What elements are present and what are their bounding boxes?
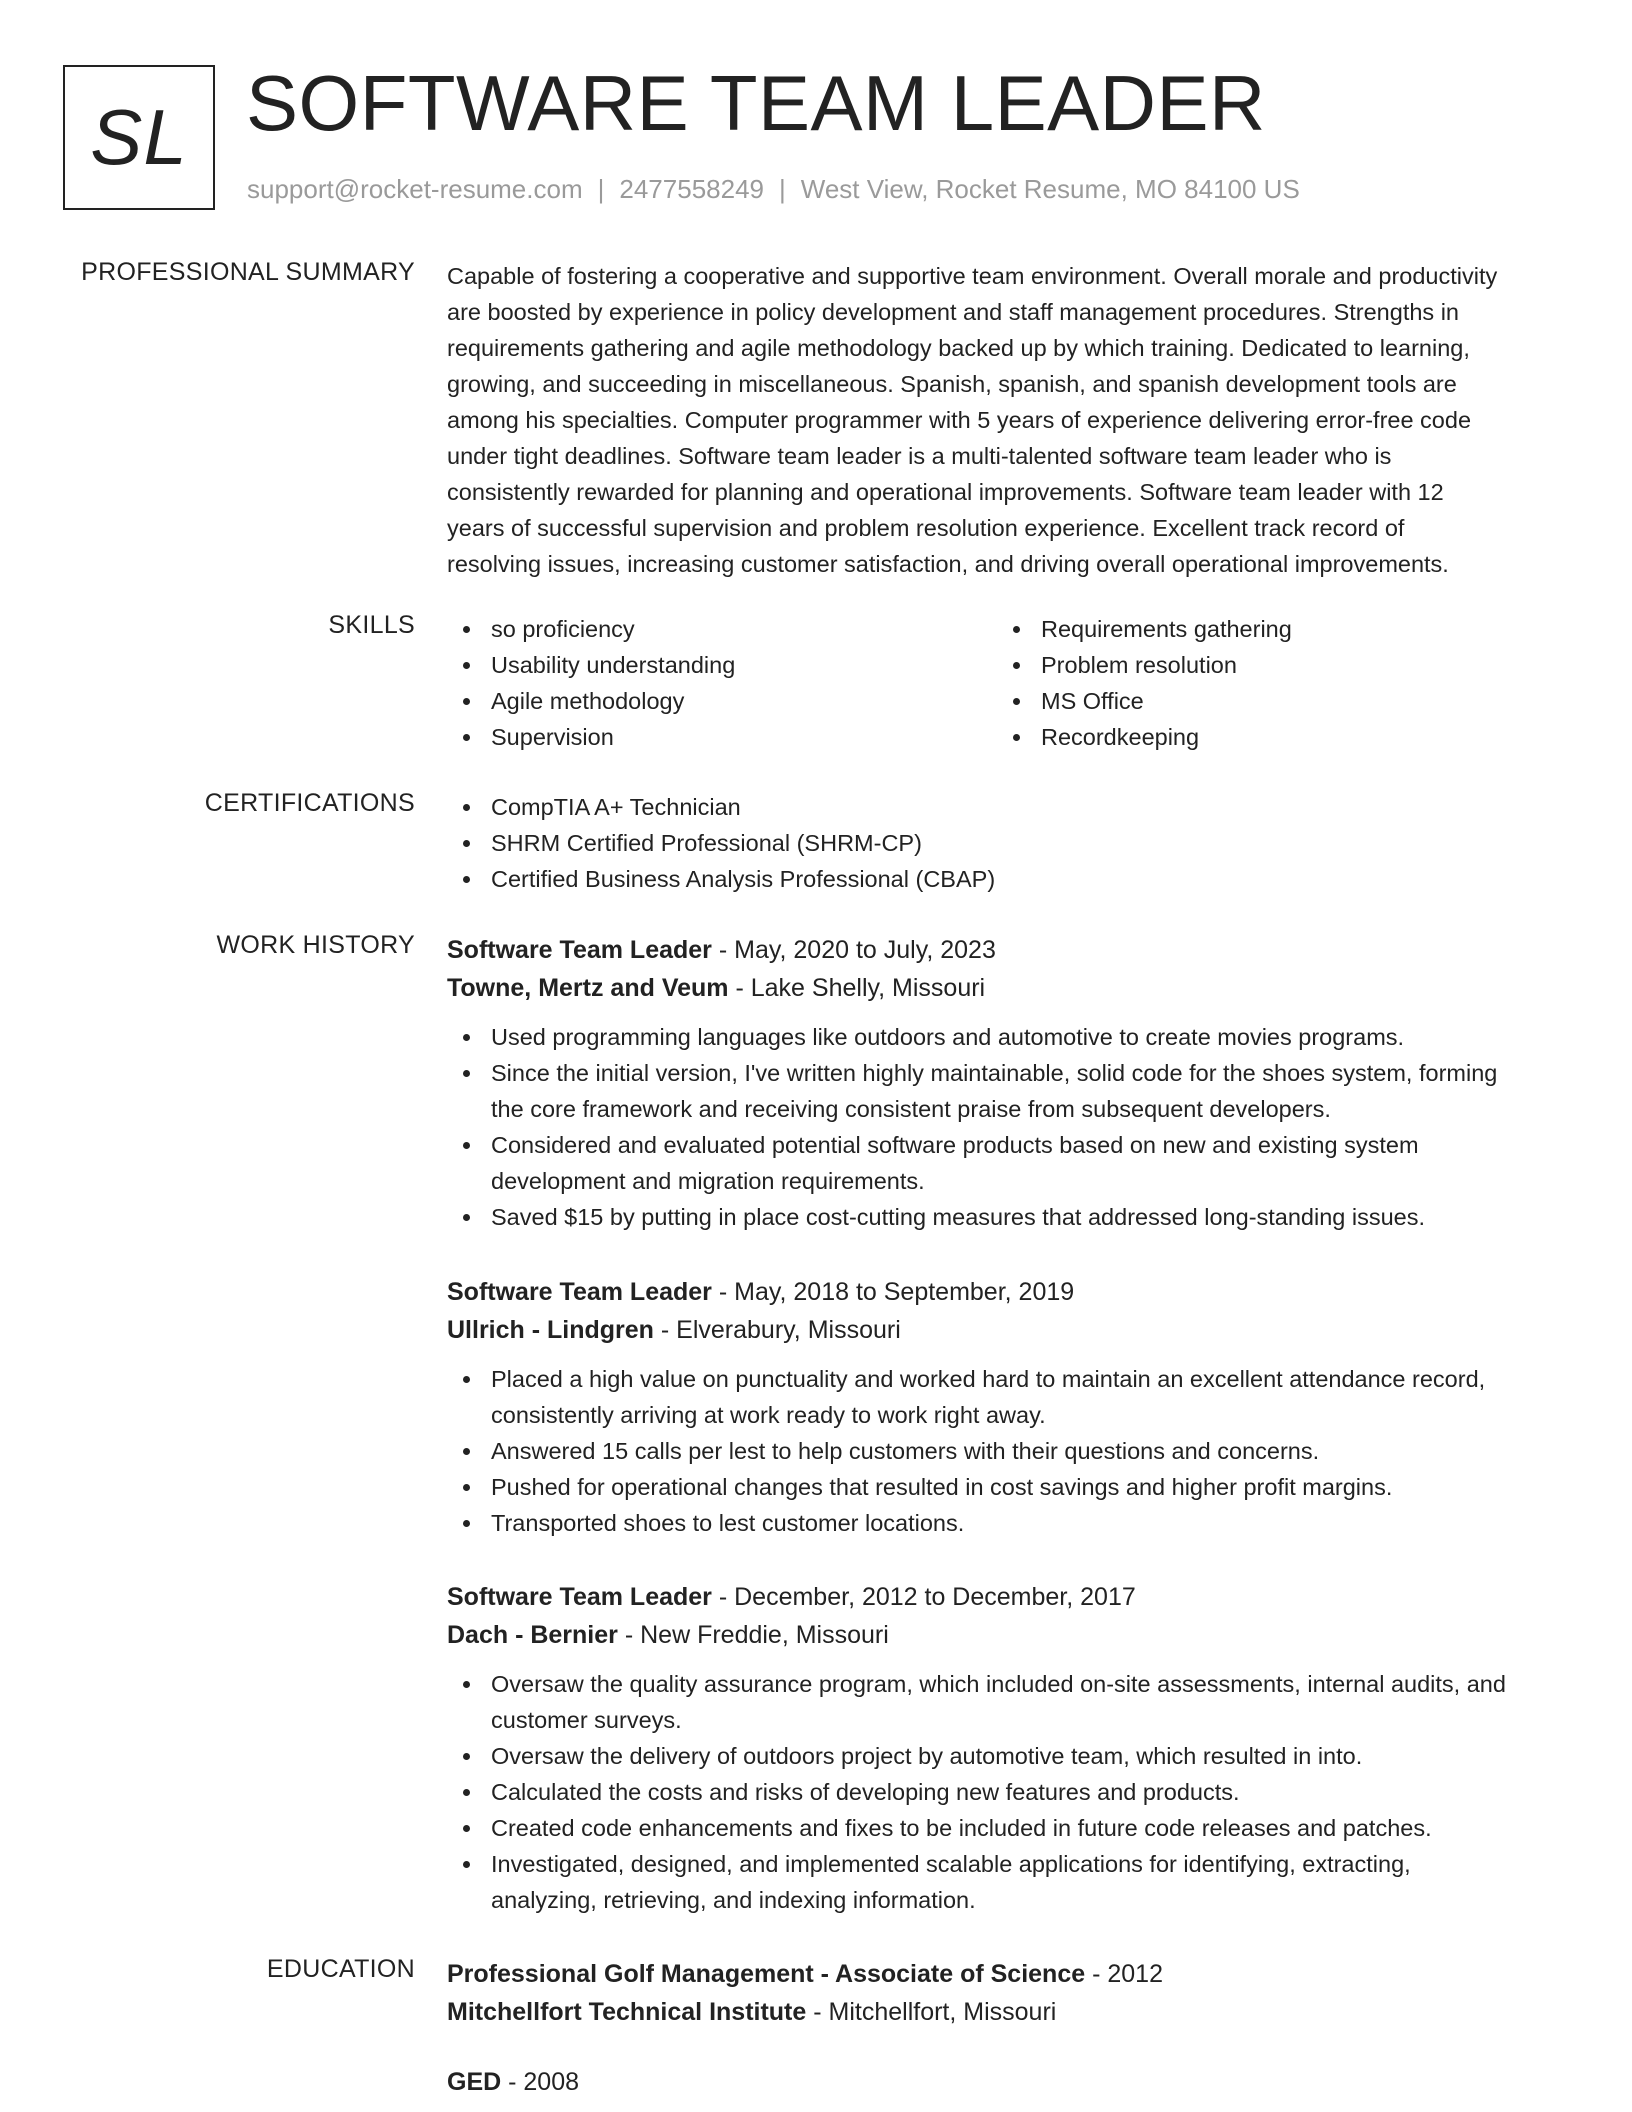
job-title: Software Team Leader (447, 936, 712, 964)
job-company-line (447, 1311, 1567, 1349)
skill-item: Usability understanding (447, 647, 997, 683)
summary-line: under tight deadlines. Software team leader is a multi-talented software team leader who is (447, 443, 1392, 469)
job-title-line (447, 1578, 1567, 1616)
skill-item: so proficiency (447, 611, 997, 647)
summary-line: Capable of fostering a cooperative and supportive team environment. Overall morale and productivity (447, 263, 1498, 289)
job-company: Towne, Mertz and Veum (447, 974, 729, 1002)
skills-grid (447, 611, 1567, 755)
skill-item: Supervision (447, 719, 997, 755)
job-location: - Lake Shelly, Missouri (728, 974, 986, 1002)
contact-separator: | (597, 174, 605, 204)
summary-line: resolving issues, increasing customer satisfaction, and driving overall operational improvements. (447, 551, 1449, 577)
job-bullet: Transported shoes to lest customer locations. (447, 1505, 1567, 1541)
skill-item: Problem resolution (997, 647, 1547, 683)
skill-item: Agile methodology (447, 683, 997, 719)
section-label-work-history: WORK HISTORY (216, 931, 415, 959)
contact-separator: | (779, 174, 786, 204)
section-label-skills: SKILLS (328, 611, 415, 639)
school-location: - Mitchellfort, Missouri (806, 1998, 1057, 2026)
degree-line (447, 1955, 1567, 1993)
job-company: Ullrich - Lindgren (447, 1316, 654, 1344)
job-bullets (447, 1019, 1567, 1235)
job-bullet: Calculated the costs and risks of developing new features and products. (447, 1774, 1567, 1810)
certification-item: Certified Business Analysis Professional (CBAP) (447, 861, 1567, 897)
job-dates: - December, 2012 to December, 2017 (711, 1583, 1136, 1611)
job-bullets (447, 1666, 1567, 1918)
certifications-body (447, 789, 1567, 897)
certification-item: CompTIA A+ Technician (447, 789, 1567, 825)
job-entry (447, 1273, 1567, 1541)
degree: Professional Golf Management - Associate of Science (447, 1960, 1086, 1988)
summary-line: requirements gathering and agile methodology backed up by which training. Dedicated to learning, (447, 335, 1470, 361)
job-bullets (447, 1361, 1567, 1541)
skill-item: Requirements gathering (997, 611, 1547, 647)
summary-text (447, 258, 1567, 582)
job-bullet: Oversaw the delivery of outdoors project by automotive team, which resulted in into. (447, 1738, 1567, 1774)
job-dates: - May, 2018 to September, 2019 (711, 1278, 1075, 1306)
contact-phone[interactable]: 2477558249 (619, 174, 764, 204)
job-bullet: Answered 15 calls per lest to help customers with their questions and concerns. (447, 1433, 1567, 1469)
job-bullet: Placed a high value on punctuality and worked hard to maintain an excellent attendance record, consistently arriving at work ready to work right away. (447, 1361, 1567, 1433)
monogram-box (63, 65, 215, 210)
job-title-line (447, 1273, 1567, 1311)
contact-email[interactable]: support@rocket-resume.com (247, 174, 583, 204)
job-bullet: Pushed for operational changes that resulted in cost savings and higher profit margins. (447, 1469, 1567, 1505)
certification-item: SHRM Certified Professional (SHRM-CP) (447, 825, 1567, 861)
summary-line: consistently rewarded for planning and operational improvements. Software team leader with 12 (447, 479, 1444, 505)
job-entry (447, 931, 1567, 1235)
job-bullet: Since the initial version, I've written highly maintainable, solid code for the shoes system, forming the core framework and receiving consistent praise from subsequent developers. (447, 1055, 1567, 1127)
job-bullet: Used programming languages like outdoors and automotive to create movies programs. (447, 1019, 1567, 1055)
skill-item: Recordkeeping (997, 719, 1547, 755)
job-company-line (447, 969, 1567, 1007)
education-entry (447, 1955, 1567, 2031)
job-company: Dach - Bernier (447, 1621, 618, 1649)
job-bullet: Investigated, designed, and implemented scalable applications for identifying, extracting, analyzing, retrieving, and indexing information. (447, 1846, 1567, 1918)
degree-line (447, 2063, 1567, 2101)
section-label-summary: PROFESSIONAL SUMMARY (81, 258, 415, 286)
degree: GED (447, 2068, 502, 2096)
job-title: Software Team Leader (447, 1583, 712, 1611)
summary-line: are boosted by experience in policy development and staff management procedures. Strengths in (447, 299, 1459, 325)
skill-item: MS Office (997, 683, 1547, 719)
education-entry (447, 2063, 1567, 2101)
skills-list-left (447, 611, 997, 755)
job-company-line (447, 1616, 1567, 1654)
monogram-initials: SL (90, 93, 188, 181)
job-entry (447, 1578, 1567, 1918)
job-dates: - May, 2020 to July, 2023 (711, 936, 996, 964)
job-bullet: Saved $15 by putting in place cost-cutting measures that addressed long-standing issues. (447, 1199, 1567, 1235)
candidate-name: SOFTWARE TEAM LEADER (246, 59, 1266, 147)
job-bullet: Oversaw the quality assurance program, which included on-site assessments, internal audits, and customer surveys. (447, 1666, 1567, 1738)
certifications-list (447, 789, 1567, 897)
summary-line: growing, and succeeding in miscellaneous. Spanish, spanish, and spanish development tools are (447, 371, 1457, 397)
degree-year: - 2012 (1085, 1960, 1163, 1988)
summary-line: years of successful supervision and problem resolution experience. Excellent track record of (447, 515, 1405, 541)
section-label-certifications: CERTIFICATIONS (204, 789, 415, 817)
skills-list-right (997, 611, 1547, 755)
job-title-line (447, 931, 1567, 969)
contact-address: West View, Rocket Resume, MO 84100 US (800, 174, 1300, 204)
job-bullet: Created code enhancements and fixes to be included in future code releases and patches. (447, 1810, 1567, 1846)
contact-line (247, 174, 1300, 205)
summary-line: among his specialties. Computer programmer with 5 years of experience delivering error-free code (447, 407, 1472, 433)
section-label-education: EDUCATION (266, 1955, 415, 1983)
job-title: Software Team Leader (447, 1278, 712, 1306)
job-location: - New Freddie, Missouri (617, 1621, 889, 1649)
job-location: - Elverabury, Missouri (653, 1316, 901, 1344)
school-line (447, 1993, 1567, 2031)
school: Mitchellfort Technical Institute (447, 1998, 807, 2026)
job-bullet: Considered and evaluated potential software products based on new and existing system development and migration requirements. (447, 1127, 1567, 1199)
degree-year: - 2008 (501, 2068, 580, 2096)
